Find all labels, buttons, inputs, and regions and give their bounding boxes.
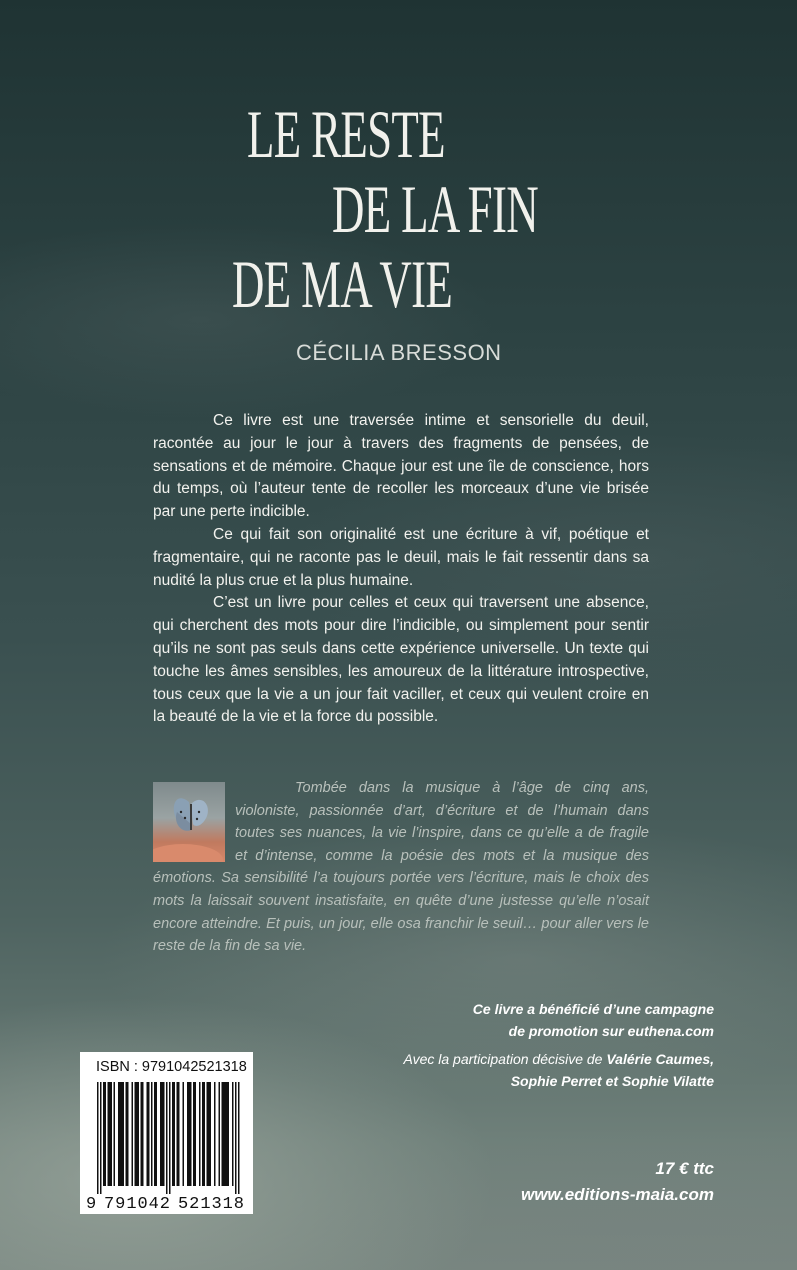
barcode-bar [166, 1082, 168, 1194]
author-name: CÉCILIA BRESSON [296, 340, 502, 365]
barcode-bar [210, 1082, 212, 1186]
barcode-bar [135, 1082, 137, 1186]
title-line-3: DE MA VIE [232, 246, 453, 322]
barcode-bar [219, 1082, 221, 1186]
author-bio [153, 777, 649, 958]
promotion-line-1: Ce livre a bénéficié d’une campagne [472, 1001, 714, 1017]
barcode-bar [208, 1082, 210, 1186]
barcode-bar [195, 1082, 197, 1186]
barcode-bar [132, 1082, 134, 1186]
barcode-bar [190, 1082, 192, 1186]
barcode-bar [235, 1082, 237, 1194]
barcode-bar [123, 1082, 125, 1186]
barcode-bar [100, 1082, 102, 1194]
barcode-bar [226, 1082, 228, 1186]
barcode-bar [105, 1082, 107, 1186]
barcode-bar [136, 1082, 138, 1186]
barcode-bar [114, 1082, 116, 1186]
isbn-label: ISBN : 9791042521318 [96, 1059, 247, 1075]
barcode-bar [109, 1082, 111, 1186]
publisher-website: www.editions-maia.com [520, 1185, 714, 1204]
author-bio-text: Tombée dans la musique à l’âge de cinq ans, violoniste, passionnée d’art, d’écriture et de l’humain dans toutes ses nuances, la vie l’inspire, dans ce qu’elle a de fragile et d’intense, comme la poésie des mots et la musique des émotions. Sa sensibilité l’a toujours portée vers l’écriture, mais le choix des mots la laissait souvent insatisfaite, en quête d’une justesse qu’elle n’osait encore atteindre. Et puis, un jour, elle osa franchir le seuil… pour aller vers le reste de la fin de sa vie. [153, 780, 649, 955]
barcode-bar [154, 1082, 156, 1186]
barcode-bar [238, 1082, 240, 1194]
barcode-bar [172, 1082, 174, 1186]
barcode-bar [111, 1082, 113, 1186]
barcode-bar [120, 1082, 122, 1186]
barcode-bar [193, 1082, 195, 1186]
barcode-bar [178, 1082, 180, 1186]
title-line-2: DE LA FIN [332, 171, 538, 247]
barcode-bar [138, 1082, 140, 1186]
barcode-bar [97, 1082, 99, 1194]
price-block [521, 1156, 714, 1208]
barcode-bar [199, 1082, 201, 1186]
barcode-bar [156, 1082, 158, 1186]
promotion-note [473, 998, 714, 1042]
promotion-line-2: de promotion sur euthena.com [508, 1023, 714, 1039]
author-photo-butterfly [153, 782, 225, 862]
participation-note [403, 1048, 714, 1092]
barcode-bar [183, 1082, 185, 1186]
barcode-bar [148, 1082, 150, 1186]
barcode-bar [103, 1082, 105, 1186]
barcode-bar [177, 1082, 179, 1186]
isbn-digit-prefix: 9 [86, 1195, 97, 1214]
barcode-bar [207, 1082, 209, 1186]
barcode-bar [126, 1082, 128, 1186]
participation-prefix: Avec la participation décisive de [403, 1051, 607, 1067]
barcode-bar [187, 1082, 189, 1186]
barcode-bar [202, 1082, 204, 1186]
isbn-digits-right: 521318 [178, 1195, 244, 1214]
isbn-digits-left: 791042 [104, 1195, 170, 1214]
barcode-bar [223, 1082, 225, 1186]
participation-name-1: Valérie Caumes, [606, 1051, 714, 1067]
synopsis-paragraph-3: C’est un livre pour celles et ceux qui traversent une absence, qui cherchent des mots pour dire l’indicible, ou simplement pour sentir qu’ils ne sont pas seuls dans cette expérience universelle. Un texte qui touche les âmes sensibles, les amoureux de la littérature introspective, tous ceux que la vie a un jour fait vaciller, et ceux qui veulent croire en la beauté de la vie et la force du possible. [153, 594, 649, 726]
barcode-bar [222, 1082, 224, 1186]
barcode-bar [127, 1082, 129, 1186]
barcode-bar [225, 1082, 227, 1186]
barcode-bar [147, 1082, 149, 1186]
synopsis-paragraph-2: Ce qui fait son originalité est une écriture à vif, poétique et fragmentaire, qui ne raconte pas le deuil, mais le fait ressentir dans sa nudité la plus crue et la plus humaine. [153, 525, 649, 589]
title-line-1: LE RESTE [247, 96, 445, 172]
barcode-bar [174, 1082, 176, 1186]
barcode-bar [163, 1082, 165, 1186]
barcode-bar [189, 1082, 191, 1186]
synopsis [153, 410, 649, 729]
barcode-bar [232, 1082, 234, 1186]
barcode-bar [214, 1082, 216, 1186]
synopsis-paragraph-1: Ce livre est une traversée intime et sensorielle du deuil, racontée au jour le jour à travers des fragments de pensées, de sensations et de mémoire. Chaque jour est une île de conscience, hors du temps, où l’auteur tente de recoller les morceaux d’une vie brisée par une perte indicible. [153, 412, 649, 521]
barcode-bar [142, 1082, 144, 1186]
barcode-bar [160, 1082, 162, 1186]
barcode-bar [141, 1082, 143, 1186]
isbn-barcode [80, 1052, 253, 1214]
barcode-bar [121, 1082, 123, 1186]
barcode-bar [162, 1082, 164, 1186]
barcode-bar [151, 1082, 153, 1186]
barcode-bar [108, 1082, 110, 1186]
barcode-bar [169, 1082, 171, 1194]
price: 17 € ttc [655, 1159, 714, 1178]
barcode-bar [228, 1082, 230, 1186]
barcode-bar [118, 1082, 120, 1186]
barcode-bar [204, 1082, 206, 1186]
participation-names-2: Sophie Perret et Sophie Vilatte [510, 1073, 714, 1089]
